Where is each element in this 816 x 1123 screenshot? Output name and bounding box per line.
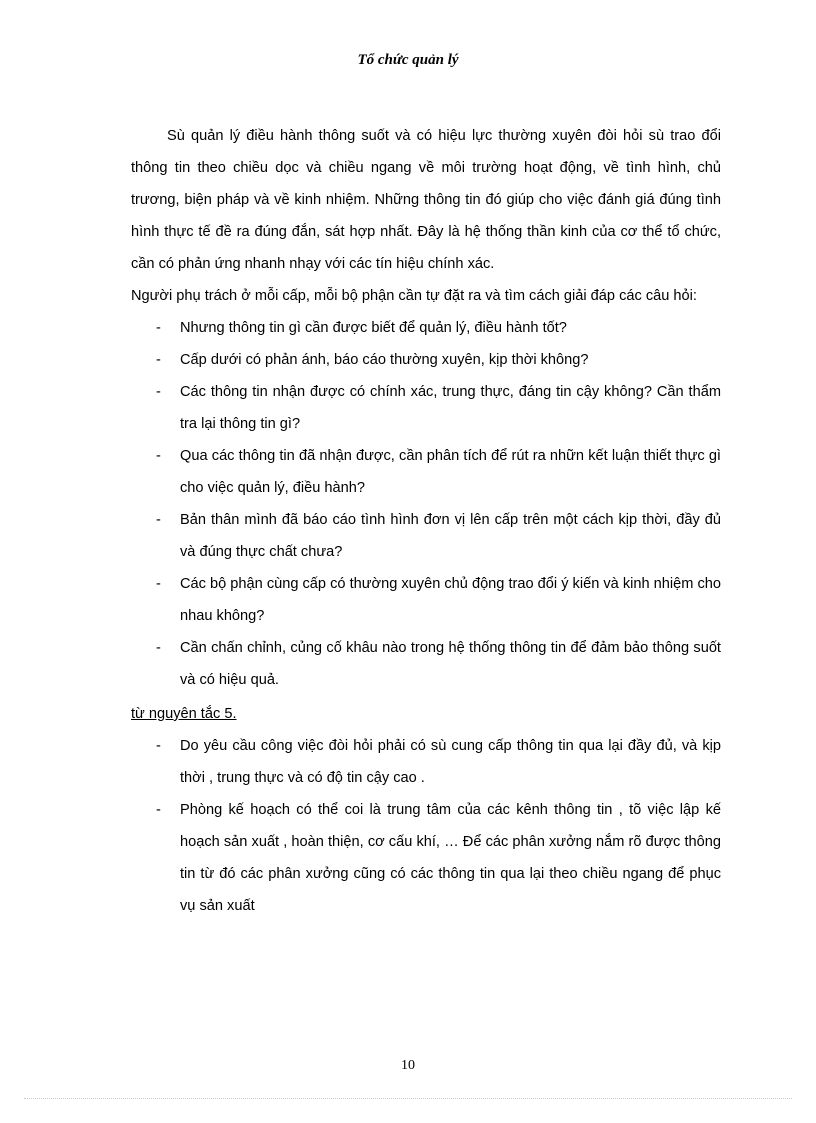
- list-item-text: Các thông tin nhận được có chính xác, trung thực, đáng tin cậy không? Cần thẩm tra lại thông tin gì?: [180, 384, 721, 432]
- list-item: [131, 794, 721, 922]
- list-item: [131, 440, 721, 504]
- list-item: [131, 312, 721, 344]
- bullet-dash: -: [156, 738, 161, 754]
- list-item: [131, 504, 721, 568]
- list-item-text: Qua các thông tin đã nhận được, cần phân tích để rút ra nhữn kết luận thiết thực gì cho việc quản lý, điều hành?: [180, 448, 721, 496]
- bullet-dash: -: [156, 448, 161, 464]
- section-heading: từ nguyên tắc 5.: [131, 706, 237, 722]
- bullet-dash: -: [156, 640, 161, 656]
- bullet-dash: -: [156, 576, 161, 592]
- list-item: [131, 568, 721, 632]
- list-item-text: Phòng kế hoạch có thể coi là trung tâm của các kênh thông tin , tõ việc lập kế hoạch sản xuất , hoàn thiện, cơ cấu khí, … Để các phân xưởng nắm rõ được thông tin từ đó các phân xưởng cũng có các thông tin qua lại theo chiều ngang để phục vụ sản xuất: [180, 802, 721, 914]
- bullet-dash: -: [156, 352, 161, 368]
- question-list: [131, 312, 721, 696]
- document-body: [131, 120, 721, 922]
- bullet-dash: -: [156, 384, 161, 400]
- page-number: 10: [401, 1058, 415, 1073]
- section-list: [131, 730, 721, 922]
- list-item: [131, 376, 721, 440]
- question-intro-paragraph: Người phụ trách ở mỗi cấp, mỗi bộ phận cần tự đặt ra và tìm cách giải đáp các câu hỏi:: [131, 288, 697, 304]
- list-item-text: Bản thân mình đã báo cáo tình hình đơn vị lên cấp trên một cách kịp thời, đầy đủ và đúng thực chất chưa?: [180, 512, 721, 560]
- list-item: [131, 730, 721, 794]
- list-item-text: Cần chấn chỉnh, củng cố khâu nào trong hệ thống thông tin để đảm bảo thông suốt và có hiệu quả.: [180, 640, 721, 688]
- intro-paragraph: Sù quản lý điều hành thông suốt và có hiệu lực thường xuyên đòi hỏi sù trao đổi thông tin theo chiều dọc và chiều ngang về môi trường hoạt động, về tình hình, chủ trương, biện pháp và về kinh nhiệm. Những thông tin đó giúp cho việc đánh giá đúng tình hình thực tế đề ra đúng đắn, sát hợp nhất. Đây là hệ thống thần kinh của cơ thể tổ chức, cần có phản ứng nhanh nhạy với các tín hiệu chính xác.: [131, 128, 721, 272]
- bullet-dash: -: [156, 802, 161, 818]
- page-header-title: Tổ chức quản lý: [357, 52, 459, 68]
- bullet-dash: -: [156, 320, 161, 336]
- list-item: [131, 632, 721, 696]
- list-item: [131, 344, 721, 376]
- bullet-dash: -: [156, 512, 161, 528]
- list-item-text: Các bộ phận cùng cấp có thường xuyên chủ động trao đổi ý kiến và kinh nhiệm cho nhau không?: [180, 576, 722, 624]
- list-item-text: Nhưng thông tin gì cần được biết để quản lý, điều hành tốt?: [180, 320, 567, 336]
- list-item-text: Cấp dưới có phản ánh, báo cáo thường xuyên, kịp thời không?: [180, 352, 589, 368]
- page-bottom-divider: [24, 1098, 792, 1099]
- list-item-text: Do yêu cầu công việc đòi hỏi phải có sù cung cấp thông tin qua lại đầy đủ, và kịp thời , trung thực và có độ tin cậy cao .: [180, 738, 721, 786]
